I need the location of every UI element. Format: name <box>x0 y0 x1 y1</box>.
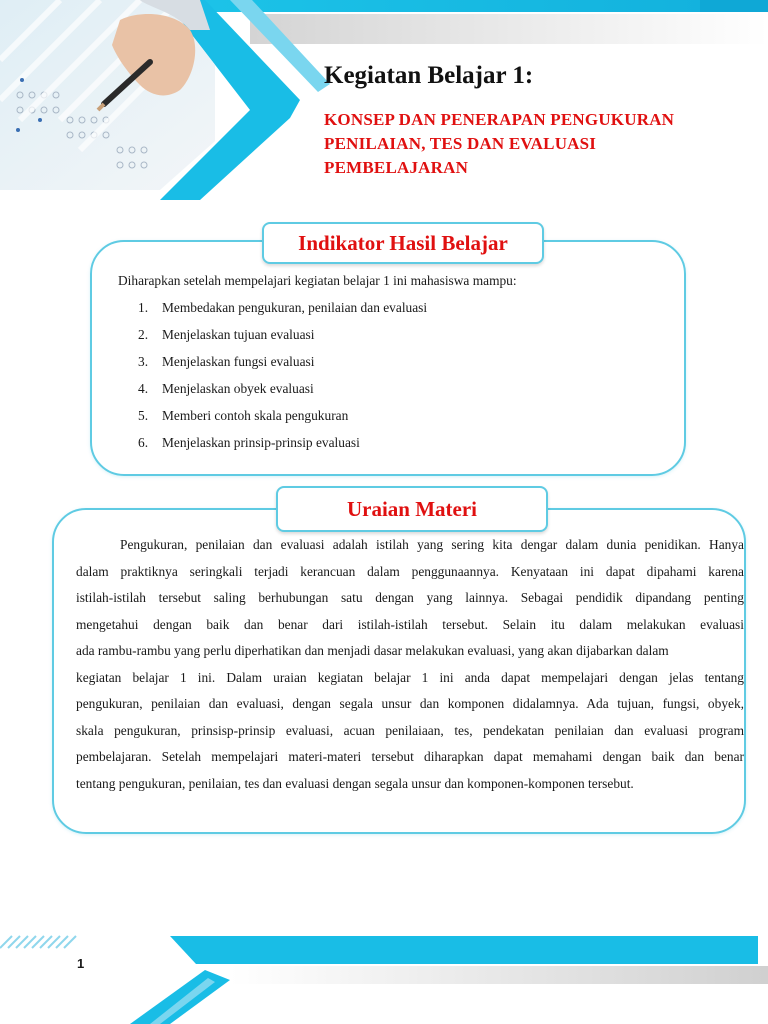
paragraph-line: pengukuran, penilaian dan evaluasi, dengan segala unsur dan komponen didalamnya. Ada tujuan, fungsi, obyek, <box>76 696 744 711</box>
paragraph-line: Pengukuran, penilaian dan evaluasi adalah istilah yang sering kita dengar dalam dunia penidikan. Hanya <box>120 537 744 552</box>
indikator-intro: Diharapkan setelah mempelajari kegiatan belajar 1 ini mahasiswa mampu: <box>118 273 517 288</box>
list-number: 1. <box>138 300 149 315</box>
list-item <box>138 325 427 352</box>
paragraph-line: ada rambu-rambu yang perlu diperhatikan dan menjadi dasar melakukan evaluasi, yang akan dijabarkan dalam <box>76 643 669 658</box>
paragraph-line: dalam praktiknya seringkali terjadi kerancuan dalam penggunaannya. Kenyataan ini dapat dipahami karena <box>76 563 744 579</box>
answer-sheet-photo <box>0 0 215 190</box>
paragraph-line: tentang pengukuran, penilaian, tes dan evaluasi dengan segala unsur dan komponen-komponen tersebut. <box>76 775 634 791</box>
paragraph-line: skala pengukuran, prinsisp-prinsip evaluasi, acuan penilaiaan, tes, pendekatan penilaian dan evaluasi program <box>76 722 744 738</box>
subtitle-line: KONSEP DAN PENERAPAN PENGUKURAN <box>324 110 675 129</box>
indikator-heading: Indikator Hasil Belajar <box>262 222 544 264</box>
lesson-subtitle <box>324 108 754 180</box>
list-number: 6. <box>138 435 149 450</box>
paragraph-line: mengetahui dengan baik dan benar dari istilah-istilah tersebut. Selain itu dalam melakukan evaluasi <box>76 616 744 632</box>
indikator-list <box>138 298 427 460</box>
paragraph-line: kegiatan belajar 1 ini. Dalam uraian kegiatan belajar 1 ini anda dapat mempelajari dengan jelas tentang <box>76 669 744 685</box>
list-text: Menjelaskan obyek evaluasi <box>162 381 314 396</box>
list-number: 3. <box>138 354 149 369</box>
list-text: Menjelaskan prinsip-prinsip evaluasi <box>162 435 360 450</box>
list-item <box>138 352 427 379</box>
paragraph-line: istilah-istilah tersebut saling berhubungan satu dengan yang lainnya. Sebagai pendidik dipandang penting <box>76 590 744 605</box>
uraian-paragraph <box>76 532 744 797</box>
list-item <box>138 433 427 460</box>
list-number: 5. <box>138 408 149 423</box>
list-item <box>138 406 427 433</box>
subtitle-line: PENILAIAN, TES DAN EVALUASI <box>324 134 597 153</box>
page-number: 1 <box>77 956 85 971</box>
list-item <box>138 298 427 325</box>
list-item <box>138 379 427 406</box>
uraian-heading: Uraian Materi <box>276 486 548 532</box>
list-text: Membedakan pengukuran, penilaian dan evaluasi <box>162 300 428 315</box>
list-number: 4. <box>138 381 149 396</box>
footer-decoration <box>0 920 768 1024</box>
list-text: Menjelaskan fungsi evaluasi <box>162 354 315 369</box>
list-number: 2. <box>138 327 149 342</box>
paragraph-line: pembelajaran. Setelah mempelajari materi-materi tersebut diharapkan dapat memahami dengan baik dan benar <box>76 749 744 764</box>
lesson-title: Kegiatan Belajar 1: <box>324 62 534 89</box>
subtitle-line: PEMBELAJARAN <box>324 158 469 177</box>
list-text: Menjelaskan tujuan evaluasi <box>162 327 315 342</box>
list-text: Memberi contoh skala pengukuran <box>162 408 349 423</box>
